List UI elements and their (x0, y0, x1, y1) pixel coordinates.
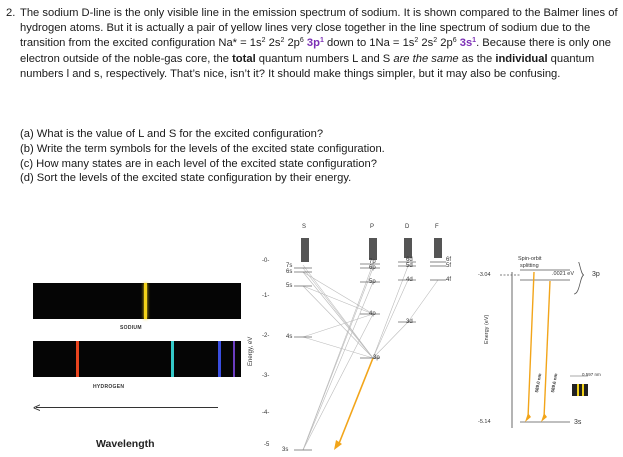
question-parts (20, 127, 385, 186)
transition-589-0 (528, 272, 534, 418)
lower-level-label: 3s (574, 419, 582, 426)
grotrian-diagram (248, 218, 470, 452)
y-tick-2: -2- (262, 333, 270, 339)
fine-structure-figure (474, 256, 623, 452)
column-f: F (435, 224, 439, 230)
level-4d: 4d (406, 277, 413, 283)
level-7s: 7s (286, 263, 293, 269)
energy-top-value: -3.04 (478, 272, 491, 278)
wavelength-label: Wavelength (96, 438, 155, 450)
superscript: 2 (280, 37, 285, 45)
column-p: P (370, 224, 375, 230)
problem-text: 2s (265, 37, 281, 50)
y-tick-3: -3- (262, 373, 270, 379)
level-6d: 6d (406, 257, 413, 263)
doublet-lines (572, 384, 588, 396)
level-6f: 6f (446, 257, 452, 263)
h-beta-line (171, 341, 174, 377)
hydrogen-spectrum (33, 341, 241, 377)
h-delta-line (233, 341, 235, 377)
level-lines (294, 262, 446, 450)
sodium-d-line (144, 283, 147, 319)
level-3p: 3p (373, 355, 380, 361)
level-4f: 4f (446, 277, 452, 283)
orbital-label: 3p (306, 37, 320, 50)
superscript: 2 (414, 37, 419, 45)
problem-text: 2p (284, 37, 300, 50)
problem-text: quantum numbers l and s, respectively. That’s nice, isn’t it? It should make things simpler, but it may also be confusing. (20, 52, 595, 80)
transition-589-6 (544, 281, 550, 418)
level-4s: 4s (286, 334, 293, 340)
problem-body (20, 6, 618, 82)
spectra-figure (33, 283, 241, 453)
column-d: D (405, 224, 410, 230)
problem-statement (6, 6, 618, 82)
level-5p: 5p (369, 279, 376, 285)
superscript: 6 (299, 37, 304, 45)
level-5s: 5s (286, 283, 293, 289)
superscript: 6 (452, 37, 457, 45)
level-4p: 4p (369, 311, 376, 317)
separation-label: 0.597 nm (582, 372, 601, 377)
h-alpha-line (76, 341, 79, 377)
transition-lines (303, 264, 438, 450)
level-3s: 3s (282, 447, 289, 453)
bold-total: total (232, 52, 256, 65)
sodium-label: SODIUM (120, 325, 142, 331)
problem-text: as the (458, 52, 496, 65)
problem-number: 2. (6, 7, 16, 19)
part-b: (b) Write the term symbols for the levels of the excited state configuration. (20, 142, 385, 155)
y-tick-5: -5 (264, 442, 270, 448)
sodium-spectrum (33, 283, 241, 319)
spin-orbit-label-2: splitting (520, 263, 539, 269)
y-tick-1: -1- (262, 293, 270, 299)
level-6s: 6s (286, 269, 293, 275)
upper-level-label: 3p (592, 271, 600, 278)
energy-bottom-value: -5.14 (478, 419, 491, 425)
wavelength-1: 589.0 nm (534, 373, 543, 393)
bold-individual: individual (495, 52, 548, 65)
fine-structure-svg (474, 262, 623, 452)
level-6p: 6p (369, 265, 376, 271)
level-5f: 5f (446, 263, 452, 269)
arrow-icon (334, 440, 342, 450)
h-gamma-line (218, 341, 221, 377)
arrow-left-icon: < (33, 400, 41, 415)
level-5d: 5d (406, 263, 413, 269)
ground-orbital (460, 37, 476, 49)
y-axis-label: Energy, eV (248, 336, 254, 366)
column-s: S (302, 224, 307, 230)
problem-text: The sodium D-line is the only visible line in the emission spectrum of sodium. It is shown compared to the Balmer lines of hydrogen atoms. But it is actually a pair of yellow lines very close together in the line spectrum of sodium due to the transition from the excited configuration Na* = 1s (20, 7, 618, 50)
level-7p: 7p (369, 259, 376, 265)
superscript: 2 (433, 37, 438, 45)
italic-are-same: are the same (393, 52, 459, 65)
brace-icon (574, 262, 584, 294)
wavelength-arrow (36, 407, 218, 408)
y-axis-label: Energy (eV) (484, 314, 490, 344)
problem-text: quantum numbers L and S (255, 52, 394, 65)
excited-orbital (307, 37, 324, 49)
level-3d: 3d (406, 319, 413, 325)
y-tick-4: -4- (262, 410, 270, 416)
splitting-value: .0021 eV (552, 271, 575, 277)
superscript: 2 (261, 37, 266, 45)
superscript: 1 (472, 37, 477, 45)
problem-text: down to 1Na = 1s (323, 37, 415, 50)
part-d: (d) Sort the levels of the excited state configuration by their energy. (20, 172, 352, 185)
part-a: (a) What is the value of L and S for the excited configuration? (20, 128, 324, 140)
part-c: (c) How many states are in each level of the excited state configuration? (20, 157, 377, 170)
problem-text: 2p (437, 37, 453, 50)
problem-text: 2s (418, 37, 434, 50)
problem-text: . Because there is only one electron outside of the noble-gas core, the (20, 37, 612, 65)
hydrogen-label: HYDROGEN (93, 384, 125, 390)
wavelength-2: 589.6 nm (550, 373, 559, 393)
superscript: 1 (319, 37, 324, 45)
spin-orbit-label-1: Spin-orbit (518, 256, 542, 262)
orbital-label: 3s (459, 37, 473, 50)
grotrian-svg (248, 218, 470, 452)
y-tick-0: -0- (262, 258, 270, 264)
